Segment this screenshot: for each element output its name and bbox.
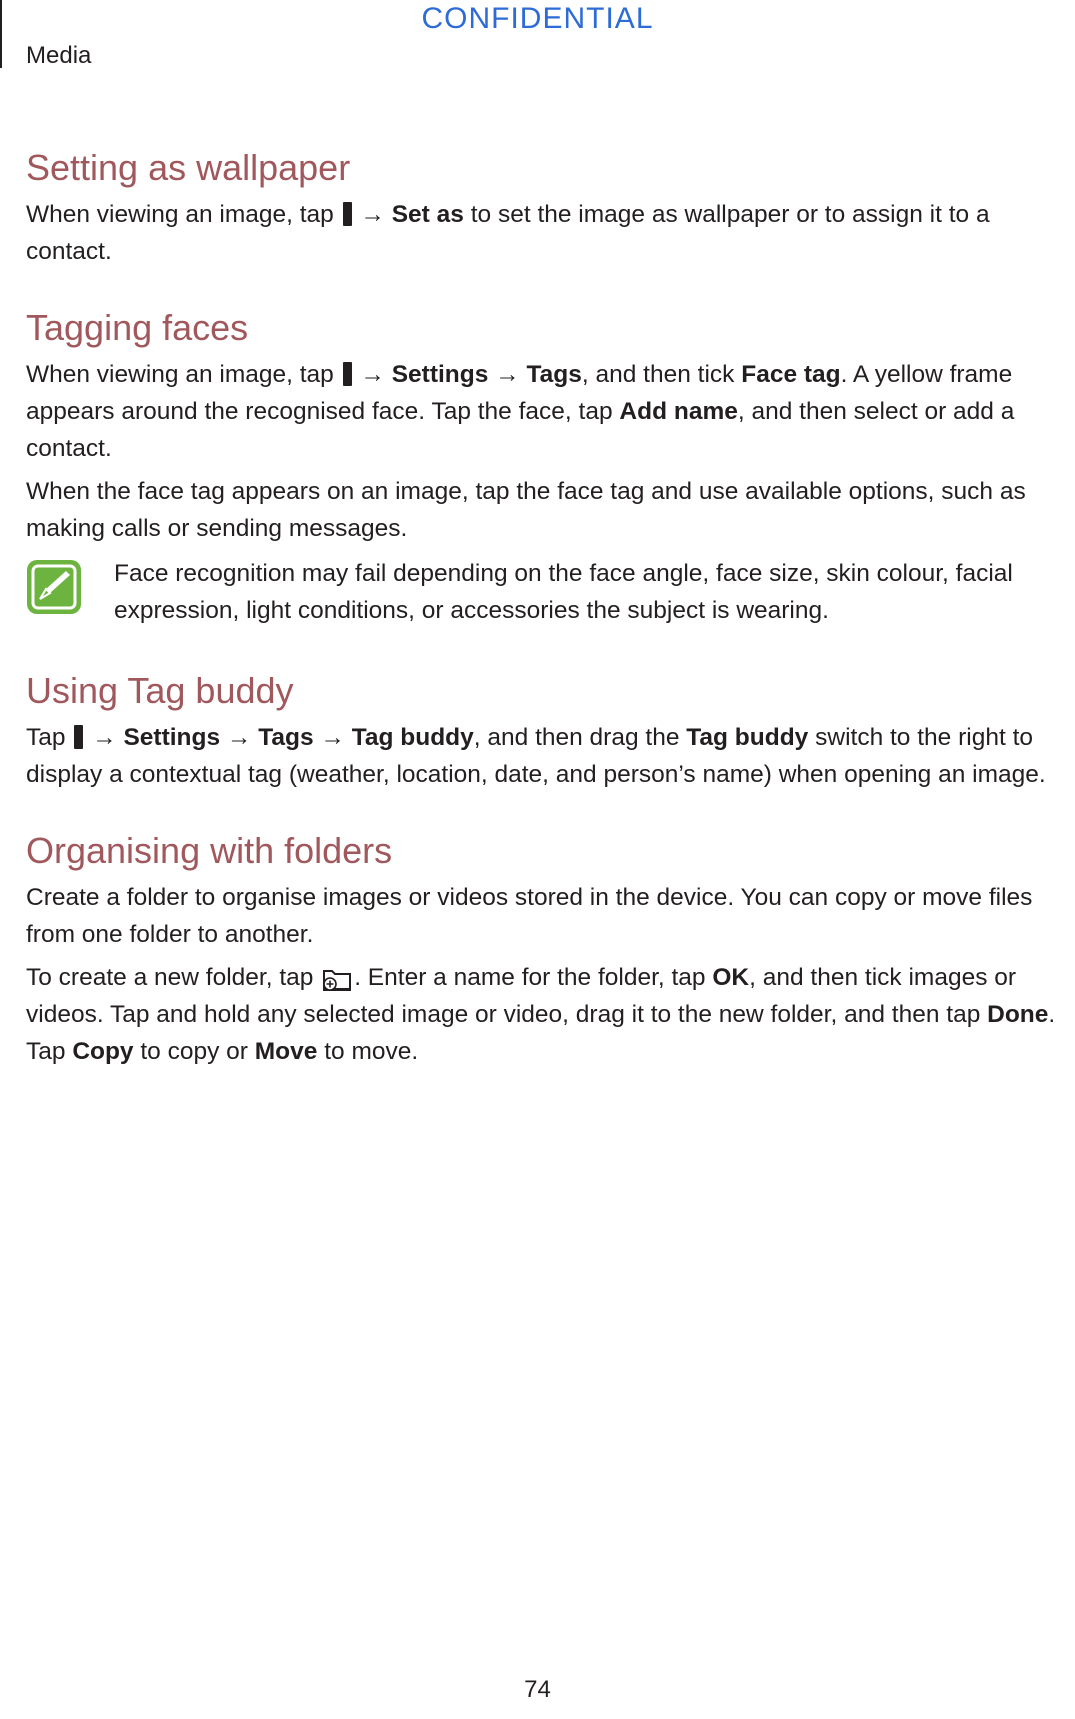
paragraph: Tap → Settings → Tags → Tag buddy, and then drag the Tag buddy switch to the right to display a contextual tag (weather, location, date, and person’s name) when opening an image.: [26, 724, 1046, 788]
paragraph: When viewing an image, tap → Set as to set the image as wallpaper or to assign it to a contact.: [26, 201, 990, 265]
page-content: [26, 140, 1056, 1100]
section-folders: [26, 823, 1056, 1070]
section-tagging: [26, 300, 1056, 629]
more-options-icon: [74, 725, 83, 749]
paragraph: Create a folder to organise images or videos stored in the device. You can copy or move files from one folder to another.: [26, 884, 1033, 948]
section-title: Using Tag buddy: [26, 670, 294, 711]
new-folder-icon: [322, 965, 352, 993]
section-tagbuddy: [26, 663, 1056, 793]
note-box: [26, 555, 1056, 629]
note-text: Face recognition may fail depending on the face angle, face size, skin colour, facial expression, light conditions, or accessories the subject is wearing.: [114, 560, 1013, 624]
note-pencil-icon: [26, 559, 82, 615]
section-title: Organising with folders: [26, 830, 393, 871]
page-number: 74: [524, 1676, 551, 1703]
confidential-watermark: CONFIDENTIAL: [421, 2, 654, 35]
more-options-icon: [343, 362, 352, 386]
header-rule: [0, 0, 2, 68]
chapter-label: Media: [26, 42, 92, 69]
section-wallpaper: [26, 140, 1056, 270]
paragraph: When the face tag appears on an image, tap the face tag and use available options, such as making calls or sending messages.: [26, 478, 1026, 542]
section-title: Tagging faces: [26, 307, 249, 348]
paragraph: To create a new folder, tap . Enter a name for the folder, tap OK, and then tick images or videos. Tap and hold any selected image or video, drag it to the new folder, and then tap Done. Tap Copy to copy or Move to move.: [26, 964, 1056, 1065]
more-options-icon: [343, 202, 352, 226]
section-title: Setting as wallpaper: [26, 147, 351, 188]
paragraph: When viewing an image, tap → Settings → Tags, and then tick Face tag. A yellow frame appears around the recognised face. Tap the face, tap Add name, and then select or add a contact.: [26, 361, 1015, 462]
